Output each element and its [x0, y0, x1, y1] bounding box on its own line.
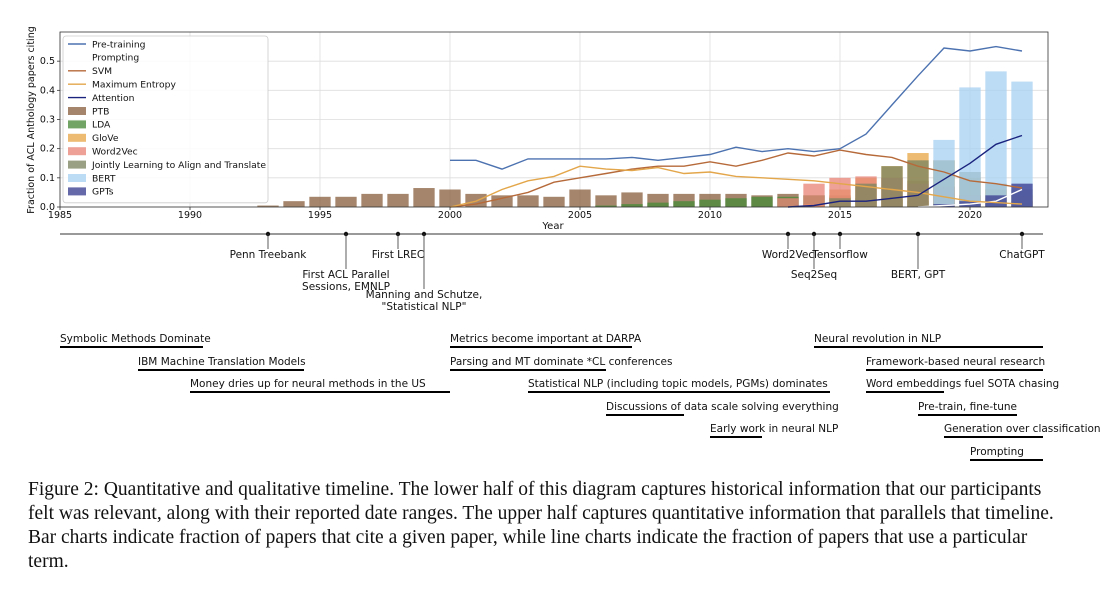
legend-label-svm: SVM — [92, 66, 113, 78]
bar-bert — [985, 71, 1006, 207]
legend-label-bert: BERT — [92, 173, 116, 185]
bar-lda — [621, 204, 642, 207]
era-label-pre-train-fine-tune: Pre-train, fine-tune — [918, 400, 1018, 413]
legend-label-pre-training: Pre-training — [92, 39, 146, 51]
era-label-statistical-nlp-including-topic-models-pgms-dominates: Statistical NLP (including topic models, PGMs) dominates — [528, 378, 828, 390]
legend-swatch-lda — [68, 120, 86, 128]
x-tick-label: 2020 — [957, 210, 983, 221]
era-range-framework-based-neural-research — [866, 369, 1043, 371]
era-label-framework-based-neural-research: Framework-based neural research — [866, 355, 1046, 368]
era-range-money-dries-up-for-neural-methods-in-the-us — [190, 391, 450, 393]
bar-word2vec — [803, 184, 824, 207]
era-label-symbolic-methods-dominate: Symbolic Methods Dominate — [60, 333, 211, 345]
era-range-early-work-in-neural-nlp — [710, 436, 762, 438]
legend-label-lda: LDA — [92, 119, 111, 131]
bar-lda — [751, 197, 772, 207]
y-tick-label: 0.4 — [39, 85, 55, 97]
bar-ptb — [569, 190, 590, 208]
legend-label-attention: Attention — [92, 92, 135, 104]
x-tick-label: 2000 — [437, 210, 463, 221]
era-label-generation-over-classification: Generation over classification — [944, 423, 1101, 435]
era-label-parsing-and-mt-dominate-cl-conferences: Parsing and MT dominate *CL conferences — [450, 355, 673, 368]
era-range-statistical-nlp-including-topic-models-pgms-dominates — [528, 391, 830, 393]
era-range-parsing-and-mt-dominate-cl-conferences — [450, 369, 606, 371]
legend-label-maximum-entropy: Maximum Entropy — [92, 79, 176, 91]
event-label-penn-treebank: Penn Treebank — [229, 249, 307, 261]
era-range-metrics-become-important-at-darpa — [450, 346, 632, 348]
legend-label-prompting: Prompting — [92, 52, 140, 64]
x-tick-label: 1990 — [177, 210, 203, 221]
era-range-word-embeddings-fuel-sota-chasing — [866, 391, 944, 393]
legend-swatch-jointly-learning-to-align-and-translate — [68, 161, 86, 169]
legend-swatch-ptb — [68, 107, 86, 115]
legend-swatch-glove — [68, 134, 86, 142]
era-label-word-embeddings-fuel-sota-chasing: Word embeddings fuel SOTA chasing — [866, 378, 1060, 390]
legend-swatch-gpts — [68, 187, 86, 195]
bar-ptb — [595, 195, 616, 207]
bar-ptb — [517, 195, 538, 207]
bar-ptb — [439, 190, 460, 208]
bar-ptb — [413, 188, 434, 207]
legend-swatch-bert — [68, 174, 86, 182]
era-label-money-dries-up-for-neural-methods-in-the-us: Money dries up for neural methods in the US — [190, 378, 426, 390]
bar-word2vec — [777, 198, 798, 207]
era-label-neural-revolution-in-nlp: Neural revolution in NLP — [814, 333, 942, 345]
x-tick-label: 2005 — [567, 210, 593, 221]
bar-series — [257, 71, 1032, 207]
x-tick-label: 2010 — [697, 210, 723, 221]
era-range-discussions-of-data-scale-solving-everything — [606, 414, 684, 416]
event-label-first-acl-parallel-sessions-emnlp-cont: Sessions, EMNLP — [302, 281, 390, 293]
era-label-prompting: Prompting — [970, 445, 1024, 458]
y-axis-label: Fraction of ACL Anthology papers citing — [26, 26, 37, 214]
era-range-pre-train-fine-tune — [918, 414, 1017, 416]
x-tick-label: 2015 — [827, 210, 853, 221]
x-tick-label: 1985 — [47, 210, 73, 221]
x-tick-label: 1995 — [307, 210, 333, 221]
event-label-first-acl-parallel-sessions-emnlp: First ACL Parallel — [302, 269, 390, 281]
era-label-ibm-machine-translation-models: IBM Machine Translation Models — [138, 355, 306, 368]
y-tick-label: 0.1 — [39, 172, 55, 184]
era-range-generation-over-classification — [944, 436, 1043, 438]
x-axis-label: Year — [542, 221, 564, 232]
era-range-ibm-machine-translation-models — [138, 369, 304, 371]
legend-swatch-word2vec — [68, 147, 86, 155]
bar-ptb — [543, 197, 564, 207]
event-label-chatgpt: ChatGPT — [999, 249, 1045, 261]
legend-label-glove: GloVe — [92, 133, 119, 145]
figure-caption: Figure 2: Quantitative and qualitative timeline. The lower half of this diagram captures historical information that our participants felt was relevant, along with their reported date ranges. The upper half captures quantitative information that parallels that timeline. Bar charts indicate fraction of papers that cite a given paper, while line charts indicate the fraction of papers that use a particular term. — [28, 479, 1054, 572]
bar-ptb — [387, 194, 408, 207]
event-label-seq2seq: Seq2Seq — [790, 269, 838, 281]
legend-label-ptb: PTB — [92, 106, 110, 118]
event-label-first-lrec: First LREC — [371, 249, 425, 261]
bar-ptb — [309, 197, 330, 207]
bar-lda — [725, 198, 746, 207]
event-label-tensorflow: Tensorflow — [812, 249, 868, 261]
legend-label-jointly-learning-to-align-and-translate: Jointly Learning to Align and Translate — [92, 159, 267, 171]
legend-label-gpts: GPTs — [92, 186, 114, 198]
bar-ptb — [283, 201, 304, 207]
era-label-discussions-of-data-scale-solving-everything: Discussions of data scale solving everything — [606, 400, 839, 413]
event-timeline — [60, 232, 1045, 313]
bar-ptb — [361, 194, 382, 207]
legend — [63, 36, 268, 203]
event-label-word2vec: Word2Vec — [761, 249, 815, 261]
y-tick-label: 0.3 — [39, 114, 55, 126]
bar-bert — [959, 87, 980, 207]
era-range-prompting — [970, 459, 1043, 461]
era-label-metrics-become-important-at-darpa: Metrics become important at DARPA — [450, 333, 642, 345]
event-label-bert-gpt: BERT, GPT — [890, 269, 946, 281]
bar-ptb — [335, 197, 356, 207]
bar-jointly-learning-to-align-and-translate — [881, 166, 902, 207]
event-label-manning-and-schutze-statistical-nlp: Manning and Schutze, — [365, 289, 483, 301]
y-tick-label: 0.2 — [39, 143, 55, 155]
legend-label-word2vec: Word2Vec — [92, 146, 138, 158]
bar-lda — [673, 201, 694, 207]
bar-lda — [699, 200, 720, 207]
era-label-early-work-in-neural-nlp: Early work in neural NLP — [710, 423, 839, 435]
bar-lda — [647, 203, 668, 207]
y-tick-label: 0.0 — [39, 202, 55, 213]
event-label-manning-and-schutze-statistical-nlp-cont: "Statistical NLP" — [381, 301, 467, 313]
y-tick-label: 0.5 — [39, 56, 55, 68]
era-range-symbolic-methods-dominate — [60, 346, 203, 348]
era-range-neural-revolution-in-nlp — [814, 346, 1043, 348]
